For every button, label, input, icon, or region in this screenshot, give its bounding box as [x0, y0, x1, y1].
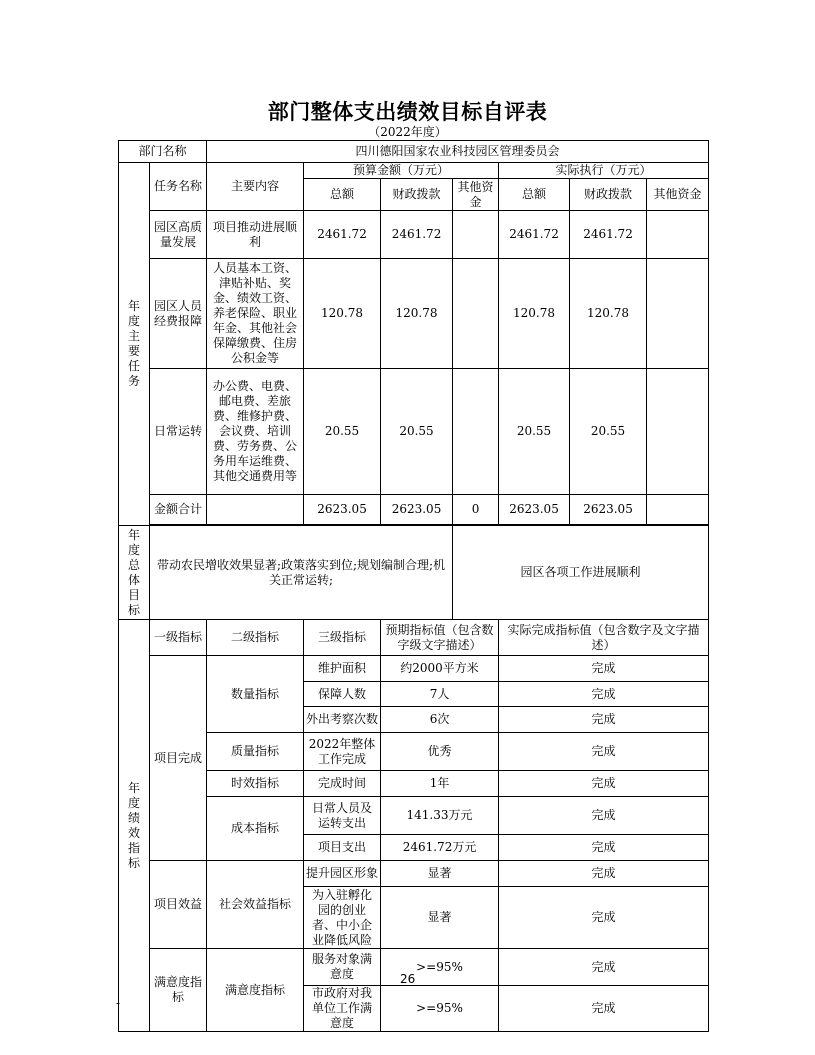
task-budget-total: 2461.72	[304, 211, 381, 259]
task-actual-total: 20.55	[499, 369, 570, 495]
header-level2: 二级指标	[207, 620, 304, 656]
actual-value: 完成	[499, 682, 709, 707]
task-row	[119, 211, 709, 259]
task-actual-other	[647, 259, 709, 369]
level2-quality: 质量指标	[207, 733, 304, 771]
task-actual-fiscal: 120.78	[570, 259, 647, 369]
header-actual-total: 总额	[499, 179, 570, 211]
task-actual-fiscal: 20.55	[570, 369, 647, 495]
level3: 项目支出	[304, 835, 381, 861]
expected-value: 显著	[381, 887, 499, 949]
header-budget-fiscal: 财政拨款	[381, 179, 453, 211]
expected-value: 6次	[381, 707, 499, 733]
level3: 为入驻孵化园的创业者、中小企业降低风险	[304, 887, 381, 949]
sum-row	[119, 495, 709, 525]
performance-table	[118, 140, 709, 1032]
level2-quantity: 数量指标	[207, 656, 304, 733]
task-row	[119, 259, 709, 369]
actual-value: 完成	[499, 835, 709, 861]
header-actual: 实际执行（万元）	[499, 163, 709, 179]
dept-label: 部门名称	[119, 141, 207, 163]
expected-value: 141.33万元	[381, 797, 499, 835]
level2-satisfaction: 满意度指标	[207, 949, 304, 1032]
header-actual-indicator: 实际完成指标值（包含数字及文字描述）	[499, 620, 709, 656]
expected-value: 2461.72万元	[381, 835, 499, 861]
task-budget-other	[453, 211, 499, 259]
task-header-row	[119, 163, 709, 179]
actual-value: 完成	[499, 861, 709, 887]
level3: 服务对象满意度	[304, 949, 381, 986]
expected-value: >=95%	[381, 986, 499, 1032]
annual-tasks-label: 年度主要任务	[119, 163, 150, 526]
task-content: 人员基本工资、津贴补贴、奖金、绩效工资、养老保险、职业年金、其他社会保障缴费、住房公积金等	[207, 259, 304, 369]
task-budget-total: 120.78	[304, 259, 381, 369]
header-main-content: 主要内容	[207, 163, 304, 211]
header-actual-other: 其他资金	[647, 179, 709, 211]
overall-goal-label: 年度总体目标	[119, 526, 150, 620]
sum-budget-fiscal: 2623.05	[381, 495, 453, 525]
header-budget-total: 总额	[304, 179, 381, 211]
page-subtitle: （2022年度）	[368, 125, 447, 139]
header-level1: 一级指标	[150, 620, 207, 656]
task-name: 园区人员经费报障	[150, 259, 207, 369]
task-budget-total: 20.55	[304, 369, 381, 495]
task-name: 日常运转	[150, 369, 207, 495]
task-budget-fiscal: 2461.72	[381, 211, 453, 259]
task-actual-total: 2461.72	[499, 211, 570, 259]
overall-goal-row	[119, 526, 709, 620]
actual-value: 完成	[499, 887, 709, 949]
sum-actual-total: 2623.05	[499, 495, 570, 525]
dept-row	[119, 141, 709, 163]
indicator-row	[119, 797, 709, 835]
header-budget: 预算金额（万元）	[304, 163, 499, 179]
task-content: 项目推动进展顺利	[207, 211, 304, 259]
task-actual-other	[647, 211, 709, 259]
task-budget-fiscal: 20.55	[381, 369, 453, 495]
sum-actual-other	[647, 495, 709, 525]
header-level3: 三级指标	[304, 620, 381, 656]
level3: 提升园区形象	[304, 861, 381, 887]
page-number: 26	[400, 972, 416, 986]
dept-name: 四川德阳国家农业科技园区管理委员会	[207, 141, 709, 163]
level1-project-completion: 项目完成	[150, 656, 207, 861]
header-task-name: 任务名称	[150, 163, 207, 211]
task-budget-other	[453, 259, 499, 369]
actual-value: 完成	[499, 986, 709, 1032]
header-budget-other: 其他资金	[453, 179, 499, 211]
actual-value: 完成	[499, 949, 709, 986]
actual-value: 完成	[499, 707, 709, 733]
level3: 外出考察次数	[304, 707, 381, 733]
sum-label: 金额合计	[150, 495, 207, 525]
task-actual-fiscal: 2461.72	[570, 211, 647, 259]
sum-actual-fiscal: 2623.05	[570, 495, 647, 525]
level3: 维护面积	[304, 656, 381, 682]
task-actual-total: 120.78	[499, 259, 570, 369]
level2-timeliness: 时效指标	[207, 771, 304, 797]
expected-value: 显著	[381, 861, 499, 887]
level1-satisfaction: 满意度指标	[150, 949, 207, 1032]
header-actual-fiscal: 财政拨款	[570, 179, 647, 211]
level2-social-benefit: 社会效益指标	[207, 861, 304, 949]
level3: 完成时间	[304, 771, 381, 797]
level1-project-benefit: 项目效益	[150, 861, 207, 949]
indicators-label: 年度绩效指标	[119, 620, 150, 1032]
expected-value: 优秀	[381, 733, 499, 771]
level3: 2022年整体工作完成	[304, 733, 381, 771]
task-name: 园区高质量发展	[150, 211, 207, 259]
task-budget-fiscal: 120.78	[381, 259, 453, 369]
expected-value: 7人	[381, 682, 499, 707]
indicator-row	[119, 771, 709, 797]
expected-value: >=95%	[381, 949, 499, 986]
level3: 保障人数	[304, 682, 381, 707]
indicator-row	[119, 733, 709, 771]
sum-content	[207, 495, 304, 525]
overall-goal-plan: 带动农民增收效果显著;政策落实到位;规划编制合理;机关正常运转;	[150, 526, 453, 620]
actual-value: 完成	[499, 797, 709, 835]
sum-budget-other: 0	[453, 495, 499, 525]
overall-goal-actual: 园区各项工作进展顺利	[453, 526, 709, 620]
page-title: 部门整体支出绩效目标自评表	[267, 100, 548, 124]
task-content: 办公费、电费、邮电费、差旅费、维修护费、会议费、培训费、劳务费、公务用车运维费、其他交通费用等	[207, 369, 304, 495]
sum-budget-total: 2623.05	[304, 495, 381, 525]
indicator-row	[119, 656, 709, 682]
level3: 日常人员及运转支出	[304, 797, 381, 835]
indicator-header-row	[119, 620, 709, 656]
expected-value: 约2000平方米	[381, 656, 499, 682]
level2-cost: 成本指标	[207, 797, 304, 861]
actual-value: 完成	[499, 656, 709, 682]
actual-value: 完成	[499, 733, 709, 771]
level3: 市政府对我单位工作满意度	[304, 986, 381, 1032]
task-row	[119, 369, 709, 495]
header-expected: 预期指标值（包含数字级文字描述）	[381, 620, 499, 656]
actual-value: 完成	[499, 771, 709, 797]
expected-value: 1年	[381, 771, 499, 797]
indicator-row	[119, 861, 709, 887]
margin-mark: -	[116, 996, 121, 1010]
task-actual-other	[647, 369, 709, 495]
task-budget-other	[453, 369, 499, 495]
